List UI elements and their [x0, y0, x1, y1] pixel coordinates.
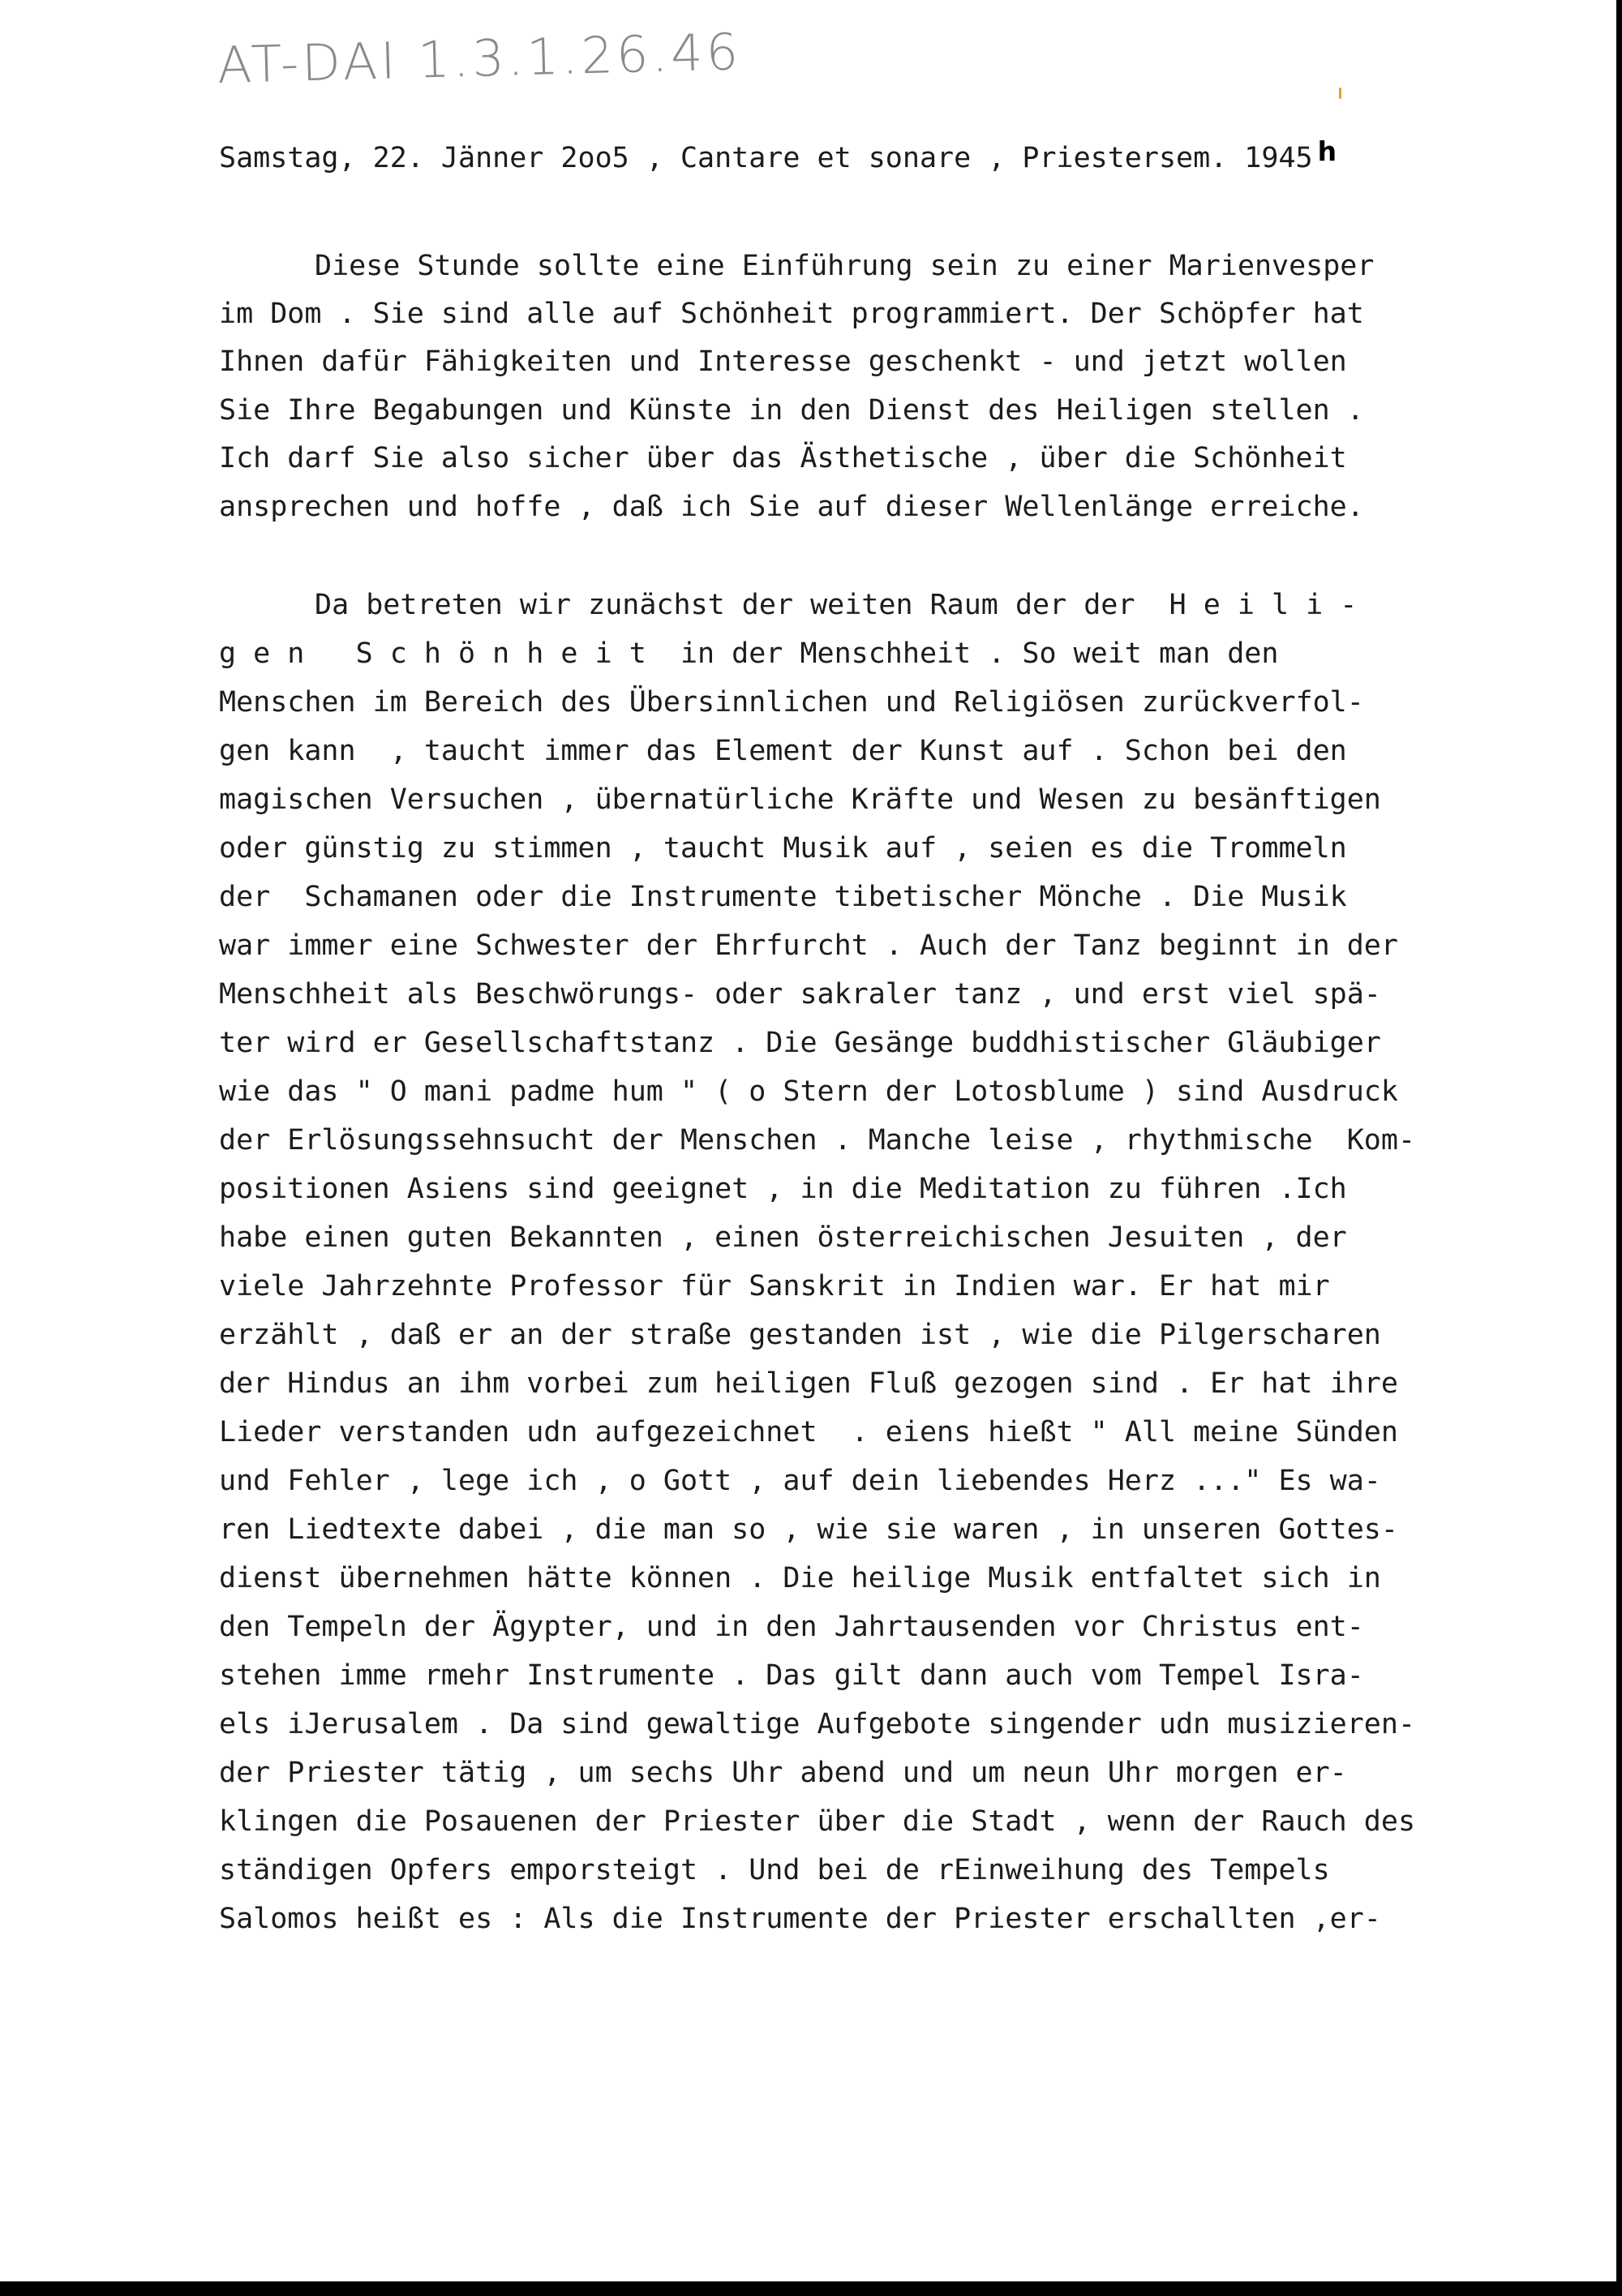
text-line: Ich darf Sie also sicher über das Ästhetische , über die Schönheit	[219, 442, 1347, 474]
text-line: der Priester tätig , um sechs Uhr abend und um neun Uhr morgen er-	[219, 1757, 1347, 1789]
time-mark-handwritten: h	[1317, 135, 1337, 167]
text-line: der Hindus an ihm vorbei zum heiligen Fluß gezogen sind . Er hat ihre	[219, 1367, 1398, 1400]
text-line: ren Liedtexte dabei , die man so , wie sie waren , in unseren Gottes-	[219, 1513, 1398, 1546]
text-line: und Fehler , lege ich , o Gott , auf dein liebendes Herz ..." Es wa-	[219, 1465, 1381, 1497]
text-line: wie das " O mani padme hum " ( o Stern der Lotosblume ) sind Ausdruck	[219, 1075, 1398, 1108]
text-line: Lieder verstanden udn aufgezeichnet . eiens hießt " All meine Sünden	[219, 1416, 1398, 1448]
text-line: Ihnen dafür Fähigkeiten und Interesse geschenkt - und jetzt wollen	[219, 345, 1347, 378]
text-line: den Tempeln der Ägypter, und in den Jahrtausenden vor Christus ent-	[219, 1611, 1364, 1643]
text-line: klingen die Posauenen der Priester über die Stadt , wenn der Rauch des	[219, 1805, 1416, 1838]
text-line: dienst übernehmen hätte können . Die heilige Musik entfaltet sich in	[219, 1562, 1381, 1594]
archive-reference-handwritten: AT-DAI 1.3.1.26.46	[217, 22, 742, 95]
text-line: erzählt , daß er an der straße gestanden ist , wie die Pilgerscharen	[219, 1319, 1381, 1351]
text-line: im Dom . Sie sind alle auf Schönheit programmiert. Der Schöpfer hat	[219, 298, 1364, 330]
text-line: ter wird er Gesellschaftstanz . Die Gesänge buddhistischer Gläubiger	[219, 1027, 1381, 1059]
text-line: ansprechen und hoffe , daß ich Sie auf dieser Wellenlänge erreiche.	[219, 491, 1364, 523]
text-line: g e n S c h ö n h e i t in der Menschheit . So weit man den	[219, 637, 1279, 670]
text-line: oder günstig zu stimmen , taucht Musik auf , seien es die Trommeln	[219, 832, 1347, 865]
text-line: der Erlösungssehnsucht der Menschen . Manche leise , rhythmische Kom-	[219, 1124, 1416, 1157]
text-line: ständigen Opfers emporsteigt . Und bei de rEinweihung des Tempels	[219, 1854, 1330, 1886]
text-line: gen kann , taucht immer das Element der Kunst auf . Schon bei den	[219, 735, 1347, 767]
text-line: habe einen guten Bekannten , einen österreichischen Jesuiten , der	[219, 1221, 1347, 1254]
text-line: Menschheit als Beschwörungs- oder sakraler tanz , und erst viel spä-	[219, 978, 1381, 1011]
text-line: Sie Ihre Begabungen und Künste in den Dienst des Heiligen stellen .	[219, 394, 1364, 427]
text-line: els iJerusalem . Da sind gewaltige Aufgebote singender udn musizieren-	[219, 1708, 1416, 1740]
text-line: stehen imme rmehr Instrumente . Das gilt dann auch vom Tempel Isra-	[219, 1659, 1364, 1692]
text-line: Da betreten wir zunächst der weiten Raum der der H e i l i -	[315, 589, 1358, 621]
text-line: Diese Stunde sollte eine Einführung sein zu einer Marienvesper	[315, 250, 1375, 282]
text-line: viele Jahrzehnte Professor für Sanskrit in Indien war. Er hat mir	[219, 1270, 1330, 1302]
text-line: magischen Versuchen , übernatürliche Kräfte und Wesen zu besänftigen	[219, 783, 1381, 816]
document-header	[219, 135, 1337, 174]
header-text: Samstag, 22. Jänner 2oo5 , Cantare et sonare , Priestersem. 1945	[219, 142, 1313, 174]
text-line: war immer eine Schwester der Ehrfurcht . Auch der Tanz beginnt in der	[219, 929, 1398, 962]
text-line: der Schamanen oder die Instrumente tibetischer Mönche . Die Musik	[219, 881, 1347, 913]
pencil-mark	[1339, 88, 1341, 99]
text-line: Salomos heißt es : Als die Instrumente der Priester erschallten ,er-	[219, 1903, 1381, 1935]
text-line: Menschen im Bereich des Übersinnlichen und Religiösen zurückverfol-	[219, 686, 1364, 719]
text-line: positionen Asiens sind geeignet , in die Meditation zu führen .Ich	[219, 1173, 1347, 1205]
